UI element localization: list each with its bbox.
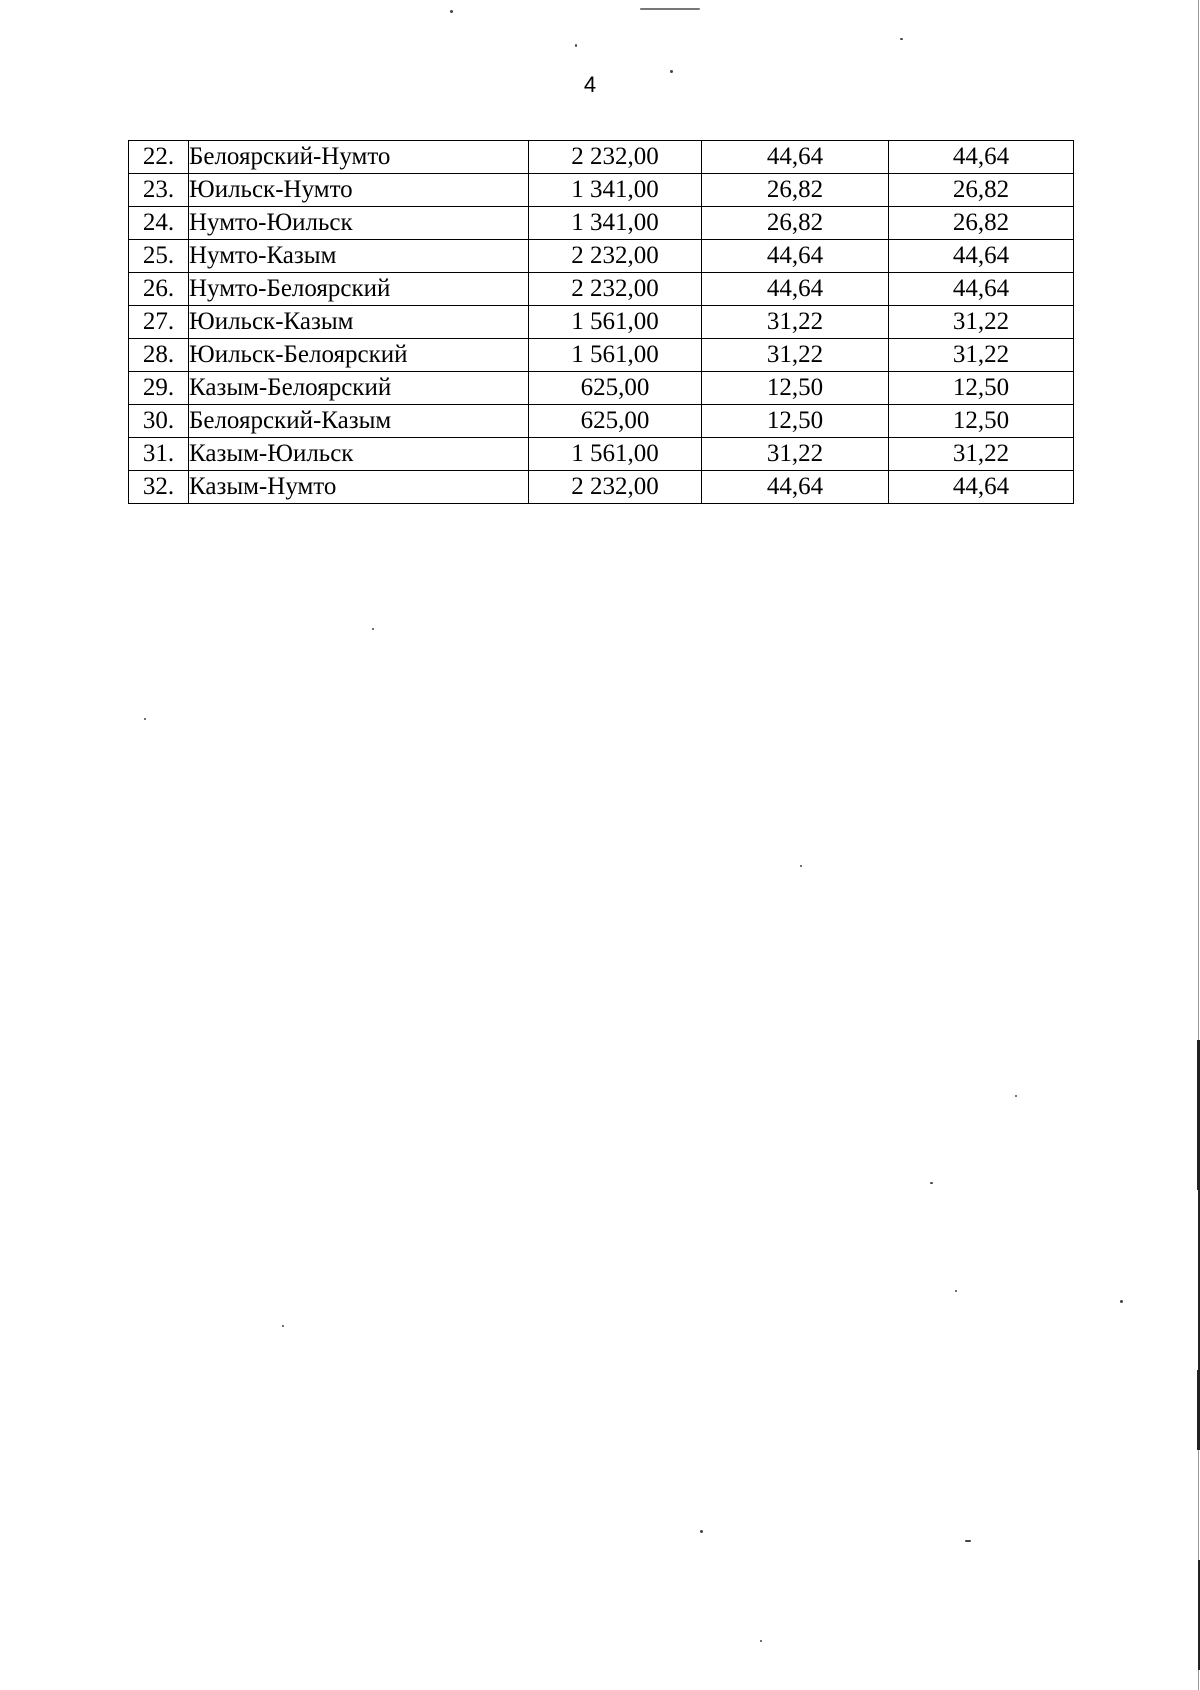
value-b: 31,22 [889, 339, 1074, 372]
fare-value: 1 341,00 [529, 174, 702, 207]
value-a: 31,22 [702, 339, 889, 372]
fare-value: 2 232,00 [529, 141, 702, 174]
route-name: Казым-Белоярский [189, 372, 529, 405]
value-a: 44,64 [702, 273, 889, 306]
table-row [129, 207, 1074, 240]
route-name: Нумто-Казым [189, 240, 529, 273]
table-row [129, 471, 1074, 504]
table-row [129, 339, 1074, 372]
value-b: 26,82 [889, 174, 1074, 207]
value-a: 44,64 [702, 240, 889, 273]
route-name: Юильск-Казым [189, 306, 529, 339]
route-name: Юильск-Белоярский [189, 339, 529, 372]
row-number: 23. [129, 174, 189, 207]
table-row [129, 372, 1074, 405]
scan-speck [670, 70, 673, 73]
routes-table-body [129, 141, 1074, 504]
scan-speck [900, 38, 903, 40]
row-number: 25. [129, 240, 189, 273]
value-a: 12,50 [702, 372, 889, 405]
fare-value: 2 232,00 [529, 471, 702, 504]
value-b: 44,64 [889, 240, 1074, 273]
route-name: Нумто-Белоярский [189, 273, 529, 306]
scan-speck [965, 1540, 971, 1542]
value-a: 31,22 [702, 438, 889, 471]
scan-speck [450, 10, 453, 13]
scan-speck [930, 1182, 933, 1184]
row-number: 28. [129, 339, 189, 372]
scan-speck [144, 718, 146, 720]
value-a: 44,64 [702, 141, 889, 174]
fare-value: 2 232,00 [529, 273, 702, 306]
value-b: 44,64 [889, 141, 1074, 174]
scan-speck [700, 1530, 703, 1533]
routes-table [128, 140, 1074, 504]
value-a: 26,82 [702, 207, 889, 240]
route-name: Казым-Нумто [189, 471, 529, 504]
scan-speck [282, 1325, 284, 1327]
table-row [129, 240, 1074, 273]
table-row [129, 438, 1074, 471]
value-b: 44,64 [889, 471, 1074, 504]
table-row [129, 174, 1074, 207]
route-name: Белоярский-Казым [189, 405, 529, 438]
route-name: Юильск-Нумто [189, 174, 529, 207]
scan-speck [955, 1290, 957, 1292]
scan-speck [1015, 1095, 1017, 1097]
row-number: 26. [129, 273, 189, 306]
row-number: 27. [129, 306, 189, 339]
row-number: 29. [129, 372, 189, 405]
value-b: 26,82 [889, 207, 1074, 240]
value-b: 31,22 [889, 438, 1074, 471]
route-name: Казым-Юильск [189, 438, 529, 471]
fare-value: 625,00 [529, 372, 702, 405]
scan-speck [372, 628, 374, 630]
page-number: 4 [583, 72, 597, 97]
fare-value: 1 561,00 [529, 438, 702, 471]
value-b: 12,50 [889, 405, 1074, 438]
table-row [129, 405, 1074, 438]
fare-value: 625,00 [529, 405, 702, 438]
table-row [129, 273, 1074, 306]
table-row [129, 306, 1074, 339]
value-a: 12,50 [702, 405, 889, 438]
value-b: 12,50 [889, 372, 1074, 405]
scan-speck [800, 865, 802, 867]
route-name: Белоярский-Нумто [189, 141, 529, 174]
route-name: Нумто-Юильск [189, 207, 529, 240]
scan-speck [1120, 1300, 1123, 1303]
fare-value: 1 561,00 [529, 339, 702, 372]
table-row [129, 141, 1074, 174]
fare-value: 1 561,00 [529, 306, 702, 339]
value-b: 44,64 [889, 273, 1074, 306]
fare-value: 1 341,00 [529, 207, 702, 240]
value-a: 31,22 [702, 306, 889, 339]
value-b: 31,22 [889, 306, 1074, 339]
row-number: 32. [129, 471, 189, 504]
fare-value: 2 232,00 [529, 240, 702, 273]
row-number: 31. [129, 438, 189, 471]
scan-speck [575, 44, 577, 47]
row-number: 30. [129, 405, 189, 438]
value-a: 44,64 [702, 471, 889, 504]
value-a: 26,82 [702, 174, 889, 207]
row-number: 24. [129, 207, 189, 240]
scan-speck [640, 8, 700, 10]
row-number: 22. [129, 141, 189, 174]
scan-speck [760, 1640, 762, 1642]
